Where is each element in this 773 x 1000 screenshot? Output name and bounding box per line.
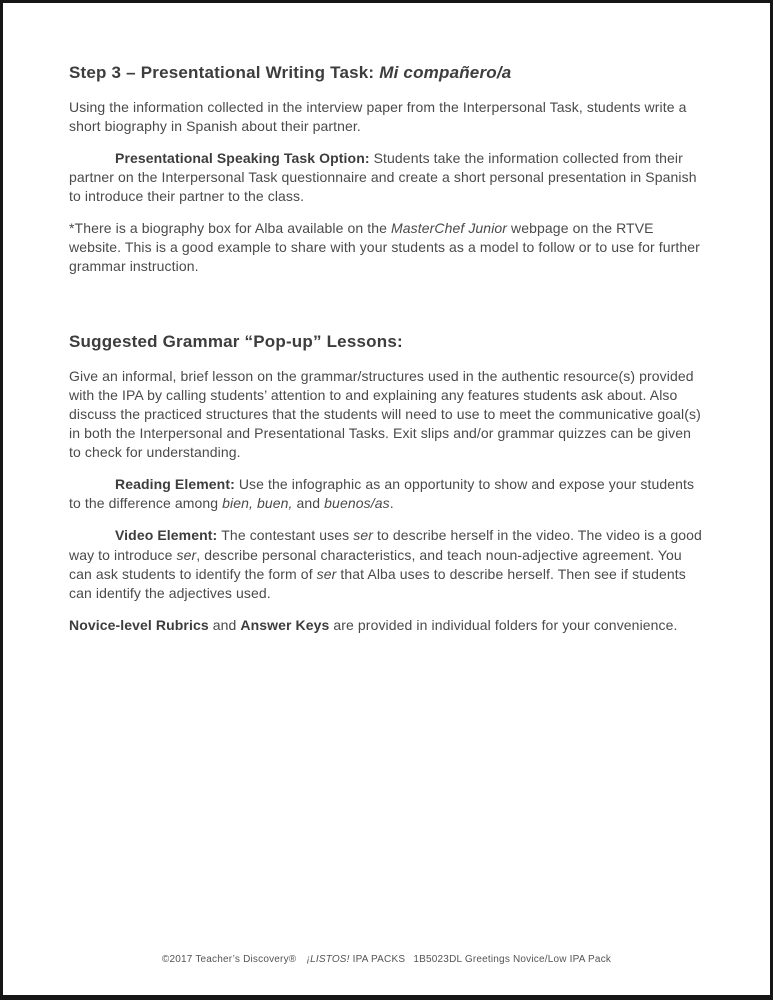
rubrics-paragraph: Novice-level Rubrics and Answer Keys are provided in individual folders for your convenience.	[69, 616, 678, 633]
step3-heading: Step 3 – Presentational Writing Task: Mi compañero/a	[69, 63, 512, 82]
reading-element-paragraph: Reading Element: Use the infographic as an opportunity to show and expose your students to the difference among bien, buen, and buenos/as.	[69, 476, 695, 512]
intro-paragraph: Using the information collected in the interview paper from the Interpersonal Task, students write a short biography in Spanish about their partner.	[69, 99, 687, 135]
grammar-paragraph: Give an informal, brief lesson on the grammar/structures used in the authentic resource(s) provided with the IPA by calling students’ attention to and explaining any features students ask about. Also discuss the practiced structures that the students will need to use to meet the communicative goal(s) in both the Interpersonal and Presentational Tasks. Exit slips and/or grammar quizzes can be given to check for understanding.	[69, 368, 701, 461]
footnote-paragraph: *There is a biography box for Alba available on the MasterChef Junior webpage on the RTVE website. This is a good example to share with your students as a model to follow or to use for further grammar instruction.	[69, 220, 700, 275]
grammar-heading: Suggested Grammar “Pop-up” Lessons:	[69, 332, 403, 352]
video-element-paragraph: Video Element: The contestant uses ser to describe herself in the video. The video is a good way to introduce ser, describe personal characteristics, and teach noun-adjective agreement. You can ask students to identify the form of ser that Alba uses to describe herself. Then see if students can identify the adjectives used.	[69, 527, 702, 601]
page-footer: ©2017 Teacher’s Discovery® ¡LISTOS! IPA PACKS 1B5023DL Greetings Novice/Low IPA Pack	[161, 954, 612, 965]
speaking-option-paragraph: Presentational Speaking Task Option: Students take the information collected from their partner on the Interpersonal Task questionnaire and create a short personal presentation in Spanish to introduce their partner to the class.	[69, 150, 697, 205]
page-content	[3, 3, 770, 635]
